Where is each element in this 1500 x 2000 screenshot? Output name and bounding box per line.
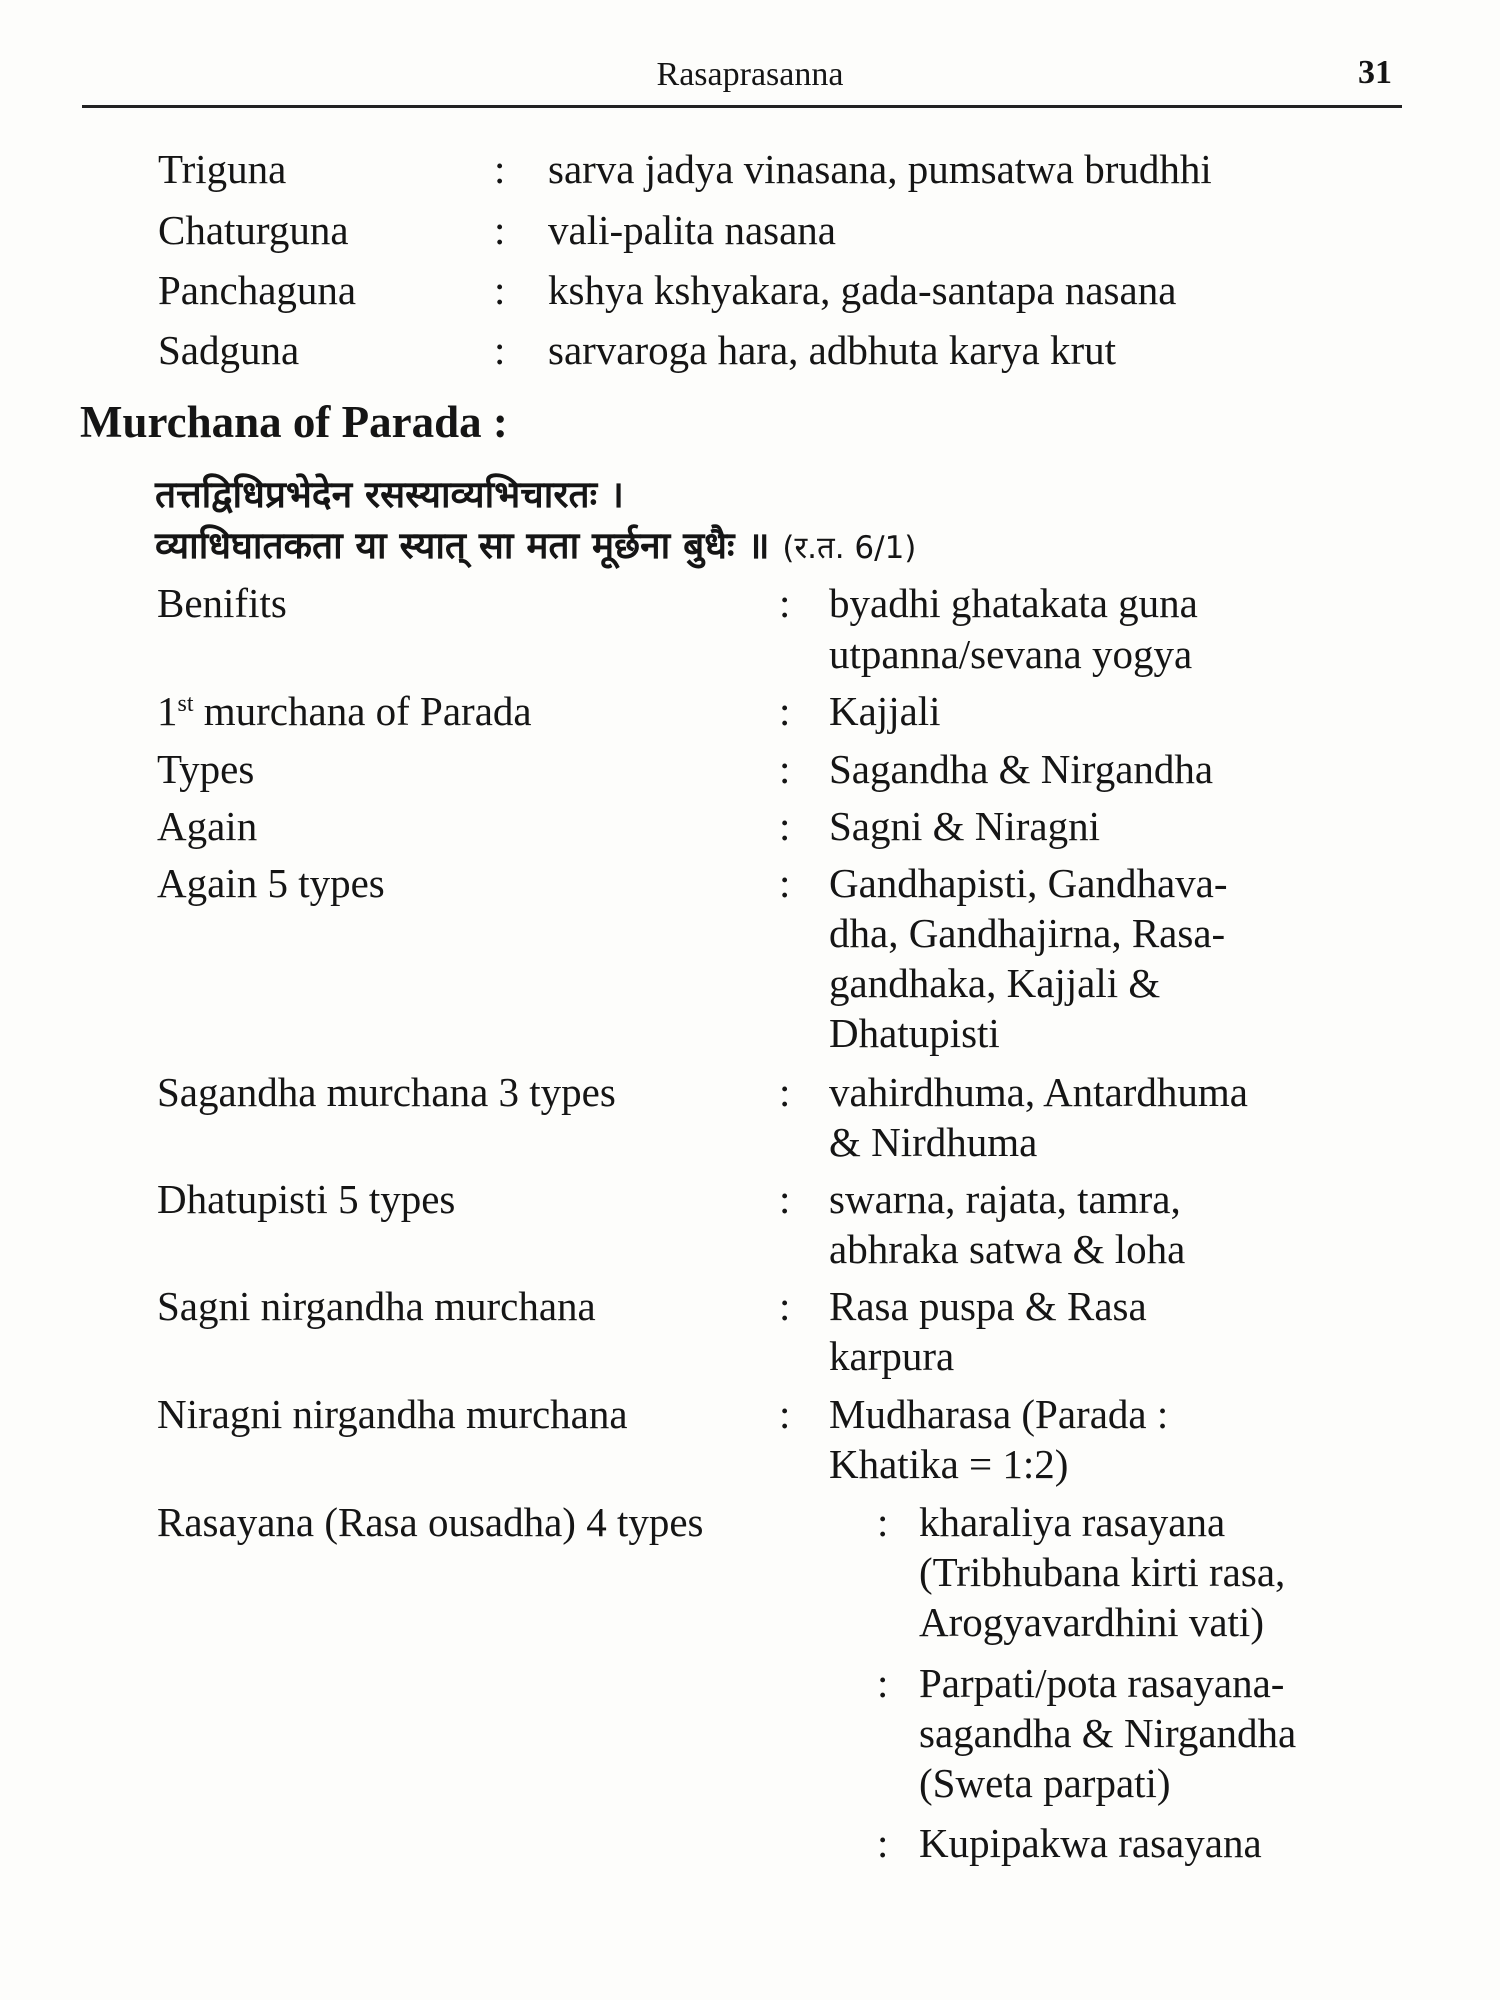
row-separator: : <box>877 1499 889 1545</box>
ordinal-suffix: st <box>177 691 194 717</box>
guna-separator: : <box>494 267 506 313</box>
row-value-line: Sagni & Niragni <box>829 803 1101 849</box>
row-value-line: sagandha & Nirgandha <box>919 1710 1297 1756</box>
guna-separator: : <box>494 327 506 373</box>
guna-separator: : <box>494 146 506 192</box>
guna-label: Panchaguna <box>158 267 357 313</box>
running-header-title: Rasaprasanna <box>656 56 844 93</box>
row-separator: : <box>779 1176 791 1222</box>
sanskrit-verse-line: तत्तद्विधिप्रभेदेन रसस्याव्यभिचारतः । <box>155 473 624 516</box>
row-value-line: karpura <box>829 1333 955 1379</box>
verse-reference: (र.त. 6/1) <box>782 530 917 566</box>
row-separator: : <box>779 1283 791 1329</box>
row-value-line: Sagandha & Nirgandha <box>829 746 1214 792</box>
row-label: Rasayana (Rasa ousadha) 4 types <box>157 1499 704 1545</box>
section-heading: Murchana of Parada : <box>80 397 508 447</box>
row-label: Again 5 types <box>157 860 385 906</box>
ordinal-number: 1 <box>157 688 178 734</box>
row-label: Dhatupisti 5 types <box>157 1176 456 1222</box>
row-label: Sagandha murchana 3 types <box>157 1069 616 1115</box>
row-value-line: Kupipakwa rasayana <box>919 1820 1262 1866</box>
row-separator: : <box>877 1660 889 1706</box>
row-value-line: dha, Gandhajirna, Rasa- <box>829 910 1226 956</box>
guna-value: sarva jadya vinasana, pumsatwa brudhhi <box>548 146 1212 192</box>
row-label: Benifits <box>157 580 287 626</box>
sanskrit-verse-text: व्याधिघातकता या स्यात् सा मता मूर्छना बुधैः ॥ <box>155 524 770 567</box>
row-label-text: murchana of Parada <box>193 688 532 734</box>
row-separator: : <box>877 1820 889 1866</box>
row-value-line: Kajjali <box>829 688 941 734</box>
row-separator: : <box>779 1391 791 1437</box>
row-value-line: kharaliya rasayana <box>919 1499 1226 1545</box>
row-value-line: Mudharasa (Parada : <box>829 1391 1169 1437</box>
row-separator: : <box>779 746 791 792</box>
guna-label: Sadguna <box>158 327 300 373</box>
guna-label: Chaturguna <box>158 207 349 253</box>
row-value-line: Parpati/pota rasayana- <box>919 1660 1285 1706</box>
row-separator: : <box>779 860 791 906</box>
row-label: Types <box>157 746 255 792</box>
row-value-line: Rasa puspa & Rasa <box>829 1283 1147 1329</box>
row-value-line: swarna, rajata, tamra, <box>829 1176 1181 1222</box>
row-value-line: vahirdhuma, Antardhuma <box>829 1069 1249 1115</box>
row-separator: : <box>779 803 791 849</box>
row-label: Again <box>157 803 258 849</box>
row-label: Niragni nirgandha murchana <box>157 1391 628 1437</box>
row-value-line: byadhi ghatakata guna <box>829 580 1198 626</box>
row-label: Sagni nirgandha murchana <box>157 1283 596 1329</box>
guna-label: Triguna <box>158 146 287 192</box>
row-value-line: Arogyavardhini vati) <box>919 1599 1264 1645</box>
row-value-line: abhraka satwa & loha <box>829 1226 1186 1272</box>
row-value-line: utpanna/sevana yogya <box>829 631 1193 677</box>
guna-separator: : <box>494 207 506 253</box>
sanskrit-verse-line <box>155 518 916 569</box>
row-label <box>157 686 532 737</box>
header-divider <box>82 105 1402 108</box>
guna-value: sarvaroga hara, adbhuta karya krut <box>548 327 1117 373</box>
row-value-line: & Nirdhuma <box>829 1119 1038 1165</box>
page-number: 31 <box>1358 54 1392 91</box>
row-value-line: Khatika = 1:2) <box>829 1441 1069 1487</box>
row-value-line: (Tribhubana kirti rasa, <box>919 1549 1286 1595</box>
row-value-line: Dhatupisti <box>829 1010 1000 1056</box>
row-value-line: Gandhapisti, Gandhava- <box>829 860 1228 906</box>
row-separator: : <box>779 580 791 626</box>
guna-value: kshya kshyakara, gada-santapa nasana <box>548 267 1177 313</box>
row-separator: : <box>779 688 791 734</box>
row-value-line: gandhaka, Kajjali & <box>829 960 1161 1006</box>
row-separator: : <box>779 1069 791 1115</box>
guna-value: vali-palita nasana <box>548 207 837 253</box>
row-value-line: (Sweta parpati) <box>919 1760 1171 1806</box>
